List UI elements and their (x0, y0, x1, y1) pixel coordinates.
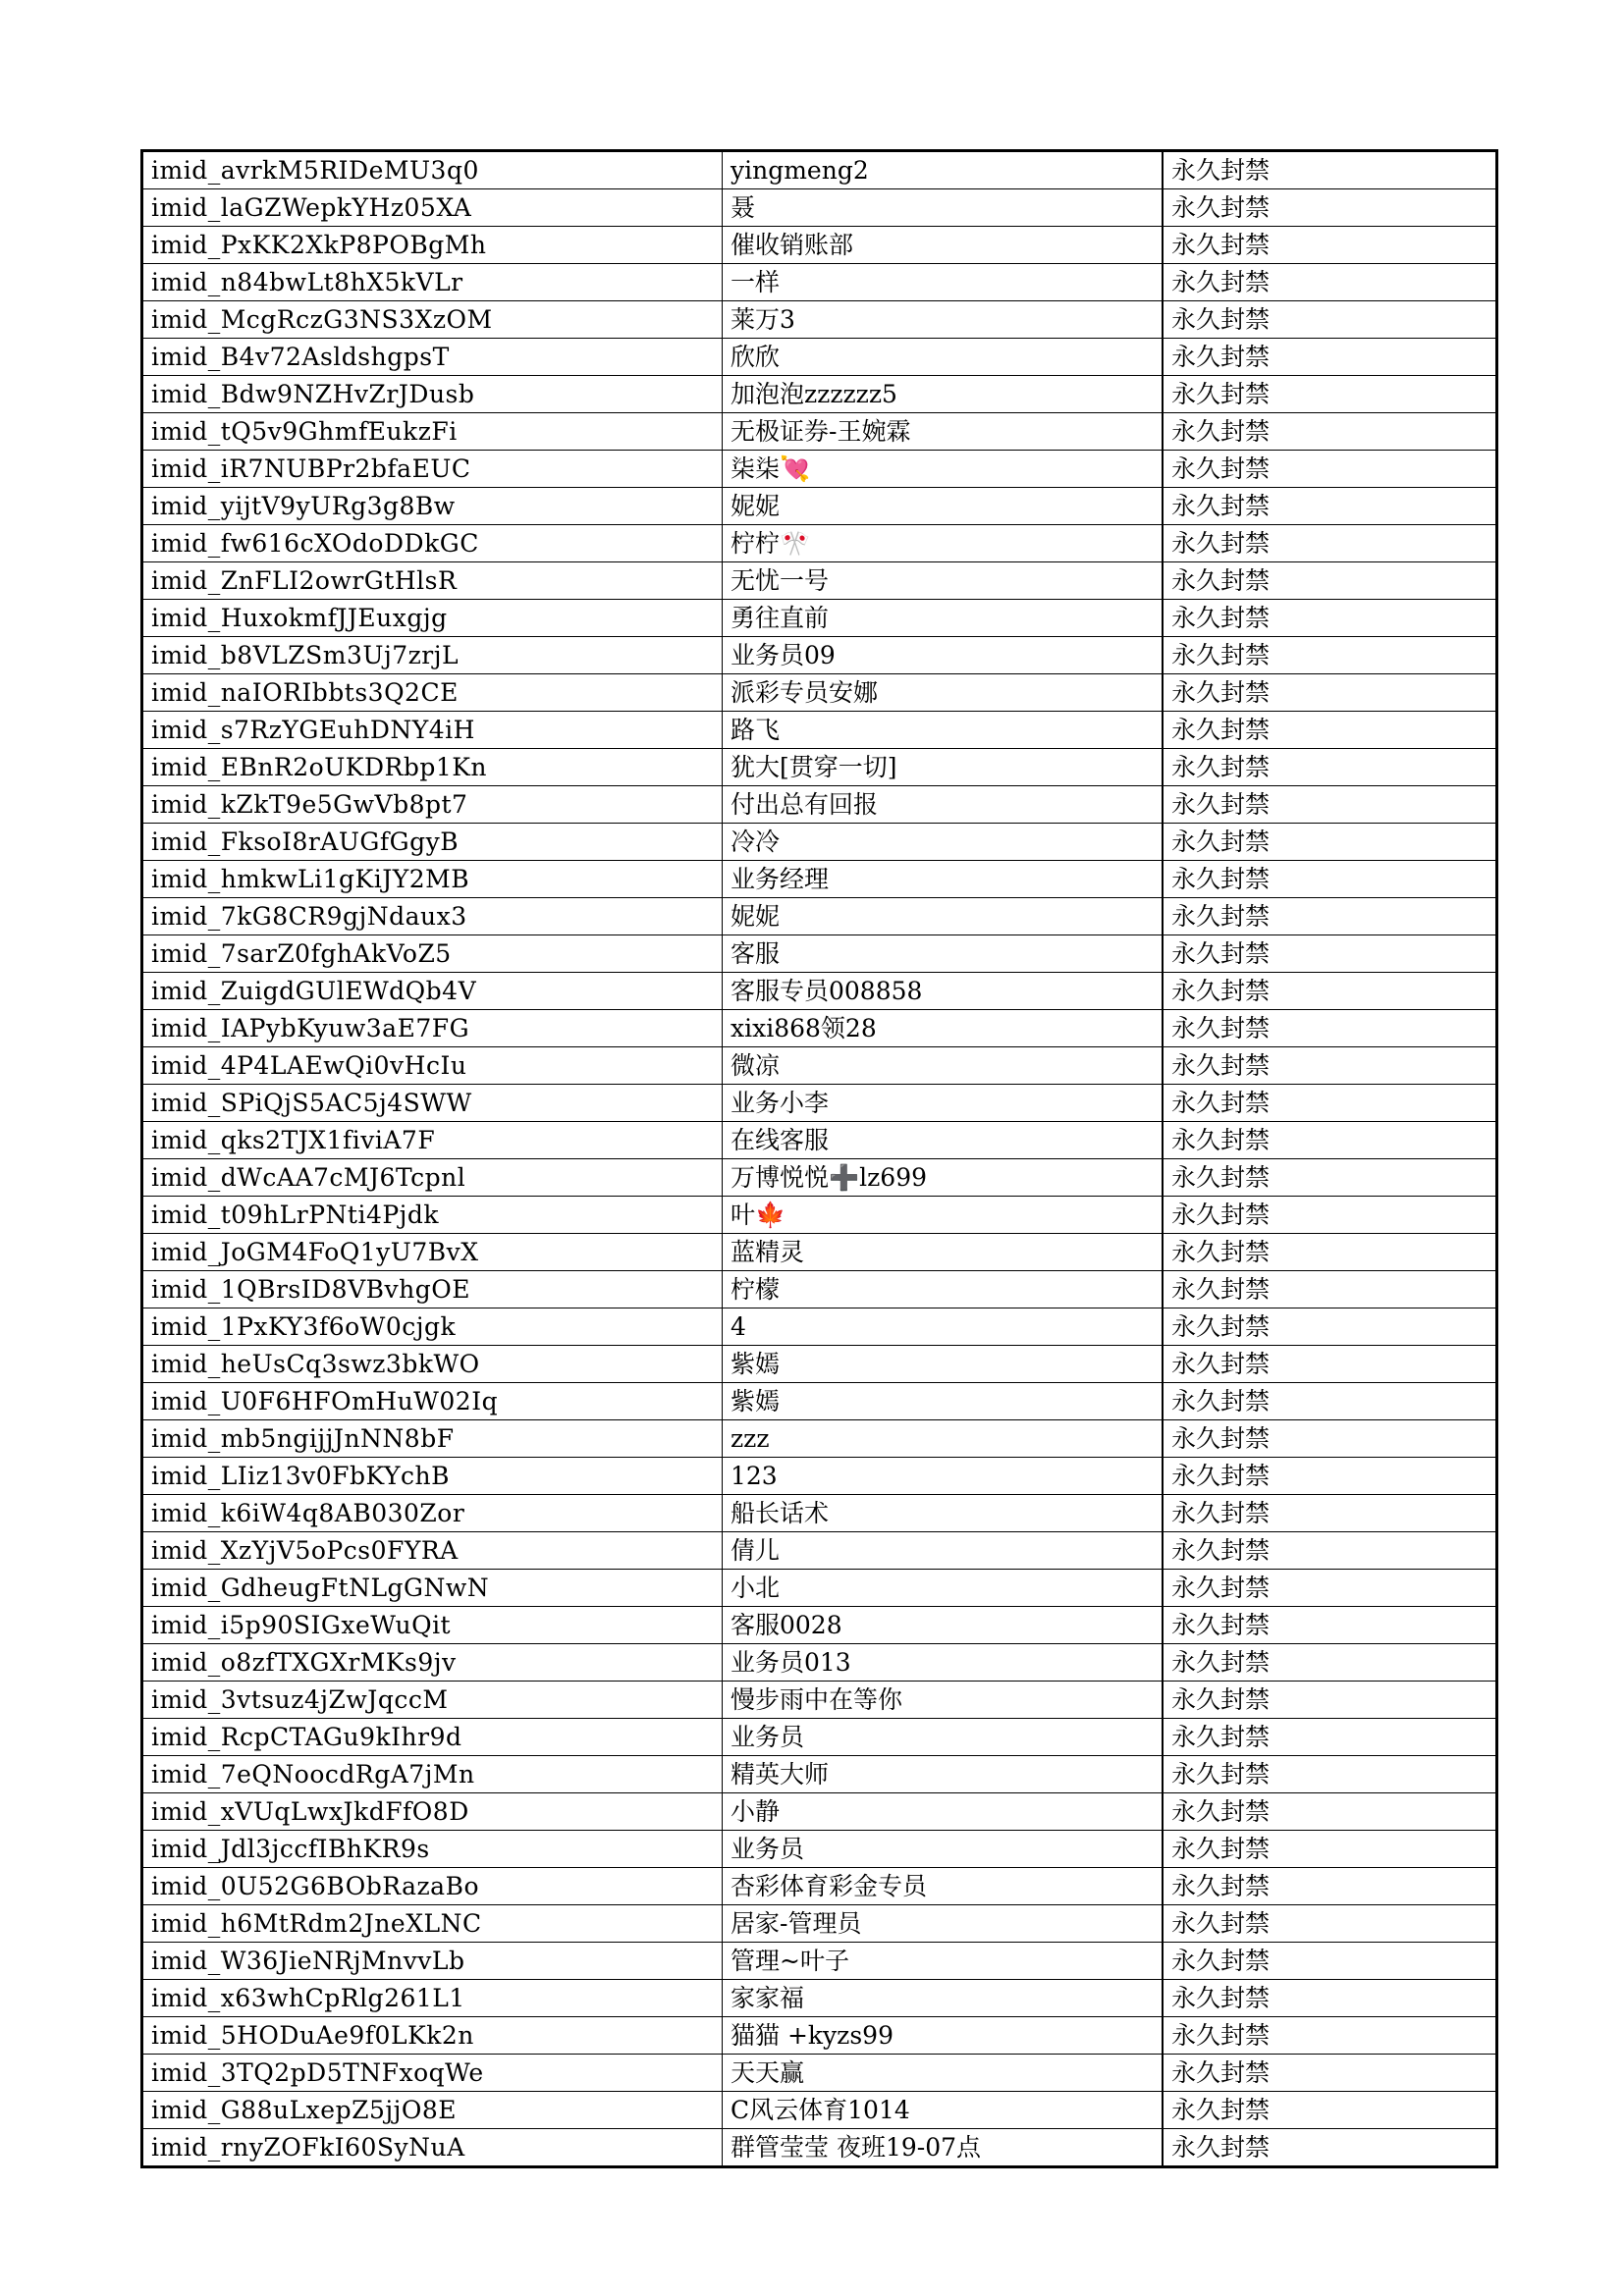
account-id-cell: imid_Bdw9NZHvZrJDusb (142, 376, 723, 413)
account-id-cell: imid_3vtsuz4jZwJqccM (142, 1682, 723, 1719)
ban-status-cell: 永久封禁 (1163, 1495, 1497, 1532)
account-id-cell: imid_ZuigdGUlEWdQb4V (142, 973, 723, 1010)
account-id-cell: imid_7kG8CR9gjNdaux3 (142, 898, 723, 935)
table-row (142, 1383, 1497, 1420)
ban-status-cell: 永久封禁 (1163, 1570, 1497, 1607)
ban-status-cell: 永久封禁 (1163, 1943, 1497, 1980)
nickname-cell: 紫嫣 (723, 1346, 1164, 1383)
table-row (142, 1532, 1497, 1570)
ban-status-cell: 永久封禁 (1163, 824, 1497, 861)
table-row (142, 525, 1497, 562)
table-row (142, 1271, 1497, 1308)
nickname-cell: 紫嫣 (723, 1383, 1164, 1420)
ban-status-cell: 永久封禁 (1163, 488, 1497, 525)
account-id-cell: imid_iR7NUBPr2bfaEUC (142, 451, 723, 488)
ban-status-cell: 永久封禁 (1163, 1831, 1497, 1868)
nickname-cell: 冷冷 (723, 824, 1164, 861)
account-id-cell: imid_yijtV9yURg3g8Bw (142, 488, 723, 525)
table-row (142, 1495, 1497, 1532)
ban-status-cell: 永久封禁 (1163, 786, 1497, 824)
table-row (142, 339, 1497, 376)
nickname-cell: 家家福 (723, 1980, 1164, 2017)
ban-status-cell: 永久封禁 (1163, 2055, 1497, 2092)
account-id-cell: imid_x63whCpRlg261L1 (142, 1980, 723, 2017)
nickname-cell: 业务员 (723, 1719, 1164, 1756)
account-id-cell: imid_LIiz13v0FbKYchB (142, 1458, 723, 1495)
ban-status-cell: 永久封禁 (1163, 1234, 1497, 1271)
table-row (142, 1234, 1497, 1271)
ban-status-cell: 永久封禁 (1163, 339, 1497, 376)
table-row (142, 1159, 1497, 1197)
account-id-cell: imid_n84bwLt8hX5kVLr (142, 264, 723, 301)
table-row (142, 898, 1497, 935)
ban-status-cell: 永久封禁 (1163, 1010, 1497, 1047)
ban-status-cell: 永久封禁 (1163, 2129, 1497, 2167)
account-id-cell: imid_s7RzYGEuhDNY4iH (142, 712, 723, 749)
table-row (142, 301, 1497, 339)
ban-status-cell: 永久封禁 (1163, 1047, 1497, 1085)
account-id-cell: imid_JoGM4FoQ1yU7BvX (142, 1234, 723, 1271)
nickname-cell: 慢步雨中在等你 (723, 1682, 1164, 1719)
account-id-cell: imid_qks2TJX1fiviA7F (142, 1122, 723, 1159)
ban-status-cell: 永久封禁 (1163, 2017, 1497, 2055)
ban-status-cell: 永久封禁 (1163, 973, 1497, 1010)
account-id-cell: imid_heUsCq3swz3bkWO (142, 1346, 723, 1383)
nickname-cell: 客服0028 (723, 1607, 1164, 1644)
ban-status-cell: 永久封禁 (1163, 898, 1497, 935)
account-id-cell: imid_7sarZ0fghAkVoZ5 (142, 935, 723, 973)
nickname-cell: 微凉 (723, 1047, 1164, 1085)
table-row (142, 227, 1497, 264)
account-id-cell: imid_mb5ngijjJnNN8bF (142, 1420, 723, 1458)
table-row (142, 1644, 1497, 1682)
nickname-cell: 业务员 (723, 1831, 1164, 1868)
nickname-cell: 催收销账部 (723, 227, 1164, 264)
account-id-cell: imid_rnyZOFkI60SyNuA (142, 2129, 723, 2167)
nickname-cell: 倩儿 (723, 1532, 1164, 1570)
account-id-cell: imid_b8VLZSm3Uj7zrjL (142, 637, 723, 674)
nickname-cell: 在线客服 (723, 1122, 1164, 1159)
ban-status-cell: 永久封禁 (1163, 1159, 1497, 1197)
table-row (142, 1943, 1497, 1980)
ban-status-cell: 永久封禁 (1163, 1905, 1497, 1943)
ban-status-cell: 永久封禁 (1163, 525, 1497, 562)
table-row (142, 451, 1497, 488)
nickname-cell: 无极证券-王婉霖 (723, 413, 1164, 451)
ban-status-cell: 永久封禁 (1163, 712, 1497, 749)
nickname-cell: 派彩专员安娜 (723, 674, 1164, 712)
ban-status-cell: 永久封禁 (1163, 1085, 1497, 1122)
account-id-cell: imid_laGZWepkYHz05XA (142, 189, 723, 227)
nickname-cell: 勇往直前 (723, 600, 1164, 637)
ban-status-cell: 永久封禁 (1163, 1607, 1497, 1644)
table-row (142, 674, 1497, 712)
table-row (142, 1793, 1497, 1831)
nickname-cell: 天天赢 (723, 2055, 1164, 2092)
nickname-cell: 123 (723, 1458, 1164, 1495)
ban-status-cell: 永久封禁 (1163, 1532, 1497, 1570)
nickname-cell: 小静 (723, 1793, 1164, 1831)
account-id-cell: imid_k6iW4q8AB030Zor (142, 1495, 723, 1532)
account-id-cell: imid_G88uLxepZ5jjO8E (142, 2092, 723, 2129)
ban-status-cell: 永久封禁 (1163, 1346, 1497, 1383)
ban-list-table (140, 149, 1498, 2168)
ban-status-cell: 永久封禁 (1163, 1122, 1497, 1159)
account-id-cell: imid_dWcAA7cMJ6Tcpnl (142, 1159, 723, 1197)
account-id-cell: imid_Jdl3jccfIBhKR9s (142, 1831, 723, 1868)
account-id-cell: imid_avrkM5RIDeMU3q0 (142, 151, 723, 189)
nickname-cell: 4 (723, 1308, 1164, 1346)
table-row (142, 1719, 1497, 1756)
nickname-cell: 业务小李 (723, 1085, 1164, 1122)
table-row (142, 1570, 1497, 1607)
account-id-cell: imid_h6MtRdm2JneXLNC (142, 1905, 723, 1943)
ban-status-cell: 永久封禁 (1163, 264, 1497, 301)
nickname-cell: zzz (723, 1420, 1164, 1458)
table-row (142, 1308, 1497, 1346)
ban-status-cell: 永久封禁 (1163, 1793, 1497, 1831)
account-id-cell: imid_GdheugFtNLgGNwN (142, 1570, 723, 1607)
ban-status-cell: 永久封禁 (1163, 935, 1497, 973)
ban-status-cell: 永久封禁 (1163, 301, 1497, 339)
table-row (142, 786, 1497, 824)
nickname-cell: 业务经理 (723, 861, 1164, 898)
account-id-cell: imid_4P4LAEwQi0vHcIu (142, 1047, 723, 1085)
table-row (142, 1868, 1497, 1905)
nickname-cell: 猫猫 +kyzs99 (723, 2017, 1164, 2055)
nickname-cell: 柒柒💘 (723, 451, 1164, 488)
table-row (142, 2017, 1497, 2055)
table-row (142, 749, 1497, 786)
table-row (142, 1197, 1497, 1234)
table-row (142, 264, 1497, 301)
account-id-cell: imid_0U52G6BObRazaBo (142, 1868, 723, 1905)
table-row (142, 861, 1497, 898)
nickname-cell: 妮妮 (723, 488, 1164, 525)
ban-status-cell: 永久封禁 (1163, 1868, 1497, 1905)
table-row (142, 1085, 1497, 1122)
ban-status-cell: 永久封禁 (1163, 451, 1497, 488)
nickname-cell: 叶🍁 (723, 1197, 1164, 1234)
nickname-cell: 付出总有回报 (723, 786, 1164, 824)
nickname-cell: 柠柠🎌 (723, 525, 1164, 562)
account-id-cell: imid_B4v72AsldshgpsT (142, 339, 723, 376)
nickname-cell: 管理~叶子 (723, 1943, 1164, 1980)
table-row (142, 712, 1497, 749)
account-id-cell: imid_1PxKY3f6oW0cjgk (142, 1308, 723, 1346)
nickname-cell: 路飞 (723, 712, 1164, 749)
ban-status-cell: 永久封禁 (1163, 1719, 1497, 1756)
table-row (142, 2055, 1497, 2092)
nickname-cell: 万博悦悦➕lz699 (723, 1159, 1164, 1197)
table-row (142, 1122, 1497, 1159)
account-id-cell: imid_3TQ2pD5TNFxoqWe (142, 2055, 723, 2092)
nickname-cell: 聂 (723, 189, 1164, 227)
table-row (142, 488, 1497, 525)
ban-status-cell: 永久封禁 (1163, 1271, 1497, 1308)
account-id-cell: imid_FksoI8rAUGfGgyB (142, 824, 723, 861)
ban-status-cell: 永久封禁 (1163, 1682, 1497, 1719)
table-row (142, 935, 1497, 973)
nickname-cell: 欣欣 (723, 339, 1164, 376)
table-row (142, 637, 1497, 674)
nickname-cell: 精英大师 (723, 1756, 1164, 1793)
ban-status-cell: 永久封禁 (1163, 1644, 1497, 1682)
ban-status-cell: 永久封禁 (1163, 562, 1497, 600)
table-row (142, 1682, 1497, 1719)
ban-status-cell: 永久封禁 (1163, 1308, 1497, 1346)
account-id-cell: imid_t09hLrPNti4Pjdk (142, 1197, 723, 1234)
nickname-cell: 群管莹莹 夜班19-07点 (723, 2129, 1164, 2167)
table-row (142, 1980, 1497, 2017)
nickname-cell: 业务员09 (723, 637, 1164, 674)
nickname-cell: 客服专员008858 (723, 973, 1164, 1010)
ban-status-cell: 永久封禁 (1163, 637, 1497, 674)
nickname-cell: C风云体育1014 (723, 2092, 1164, 2129)
ban-status-cell: 永久封禁 (1163, 1197, 1497, 1234)
ban-status-cell: 永久封禁 (1163, 413, 1497, 451)
nickname-cell: 船长话术 (723, 1495, 1164, 1532)
table-row (142, 824, 1497, 861)
account-id-cell: imid_7eQNoocdRgA7jMn (142, 1756, 723, 1793)
account-id-cell: imid_xVUqLwxJkdFfO8D (142, 1793, 723, 1831)
nickname-cell: 犹大[贯穿一切] (723, 749, 1164, 786)
nickname-cell: 莱万3 (723, 301, 1164, 339)
ban-status-cell: 永久封禁 (1163, 861, 1497, 898)
ban-status-cell: 永久封禁 (1163, 189, 1497, 227)
table-row (142, 600, 1497, 637)
ban-status-cell: 永久封禁 (1163, 1420, 1497, 1458)
account-id-cell: imid_XzYjV5oPcs0FYRA (142, 1532, 723, 1570)
account-id-cell: imid_5HODuAe9f0LKk2n (142, 2017, 723, 2055)
account-id-cell: imid_SPiQjS5AC5j4SWW (142, 1085, 723, 1122)
table-row (142, 151, 1497, 189)
table-row (142, 1905, 1497, 1943)
table-row (142, 1346, 1497, 1383)
account-id-cell: imid_o8zfTXGXrMKs9jv (142, 1644, 723, 1682)
nickname-cell: 小北 (723, 1570, 1164, 1607)
account-id-cell: imid_hmkwLi1gKiJY2MB (142, 861, 723, 898)
ban-status-cell: 永久封禁 (1163, 1980, 1497, 2017)
nickname-cell: 柠檬 (723, 1271, 1164, 1308)
nickname-cell: 居家-管理员 (723, 1905, 1164, 1943)
table-row (142, 2129, 1497, 2167)
account-id-cell: imid_McgRczG3NS3XzOM (142, 301, 723, 339)
nickname-cell: yingmeng2 (723, 151, 1164, 189)
account-id-cell: imid_ZnFLI2owrGtHlsR (142, 562, 723, 600)
nickname-cell: 妮妮 (723, 898, 1164, 935)
ban-status-cell: 永久封禁 (1163, 1756, 1497, 1793)
ban-status-cell: 永久封禁 (1163, 1458, 1497, 1495)
account-id-cell: imid_RcpCTAGu9kIhr9d (142, 1719, 723, 1756)
table-row (142, 376, 1497, 413)
table-row (142, 413, 1497, 451)
table-row (142, 1010, 1497, 1047)
ban-status-cell: 永久封禁 (1163, 749, 1497, 786)
table-row (142, 1458, 1497, 1495)
ban-list-rows (142, 151, 1497, 2167)
account-id-cell: imid_naIORIbbts3Q2CE (142, 674, 723, 712)
ban-status-cell: 永久封禁 (1163, 2092, 1497, 2129)
table-row (142, 189, 1497, 227)
nickname-cell: 加泡泡zzzzzz5 (723, 376, 1164, 413)
account-id-cell: imid_HuxokmfJJEuxgjg (142, 600, 723, 637)
account-id-cell: imid_i5p90SIGxeWuQit (142, 1607, 723, 1644)
table-row (142, 973, 1497, 1010)
account-id-cell: imid_EBnR2oUKDRbp1Kn (142, 749, 723, 786)
table-row (142, 562, 1497, 600)
account-id-cell: imid_kZkT9e5GwVb8pt7 (142, 786, 723, 824)
table-row (142, 1047, 1497, 1085)
ban-status-cell: 永久封禁 (1163, 600, 1497, 637)
ban-status-cell: 永久封禁 (1163, 376, 1497, 413)
table-row (142, 1420, 1497, 1458)
table-row (142, 1756, 1497, 1793)
nickname-cell: 客服 (723, 935, 1164, 973)
nickname-cell: xixi868领28 (723, 1010, 1164, 1047)
nickname-cell: 业务员013 (723, 1644, 1164, 1682)
account-id-cell: imid_PxKK2XkP8POBgMh (142, 227, 723, 264)
ban-status-cell: 永久封禁 (1163, 151, 1497, 189)
ban-status-cell: 永久封禁 (1163, 227, 1497, 264)
ban-status-cell: 永久封禁 (1163, 1383, 1497, 1420)
nickname-cell: 无忧一号 (723, 562, 1164, 600)
account-id-cell: imid_U0F6HFOmHuW02Iq (142, 1383, 723, 1420)
table-row (142, 1831, 1497, 1868)
account-id-cell: imid_W36JieNRjMnvvLb (142, 1943, 723, 1980)
table-row (142, 2092, 1497, 2129)
ban-status-cell: 永久封禁 (1163, 674, 1497, 712)
account-id-cell: imid_fw616cXOdoDDkGC (142, 525, 723, 562)
table-row (142, 1607, 1497, 1644)
account-id-cell: imid_tQ5v9GhmfEukzFi (142, 413, 723, 451)
nickname-cell: 杏彩体育彩金专员 (723, 1868, 1164, 1905)
account-id-cell: imid_1QBrsID8VBvhgOE (142, 1271, 723, 1308)
account-id-cell: imid_IAPybKyuw3aE7FG (142, 1010, 723, 1047)
nickname-cell: 一样 (723, 264, 1164, 301)
nickname-cell: 蓝精灵 (723, 1234, 1164, 1271)
